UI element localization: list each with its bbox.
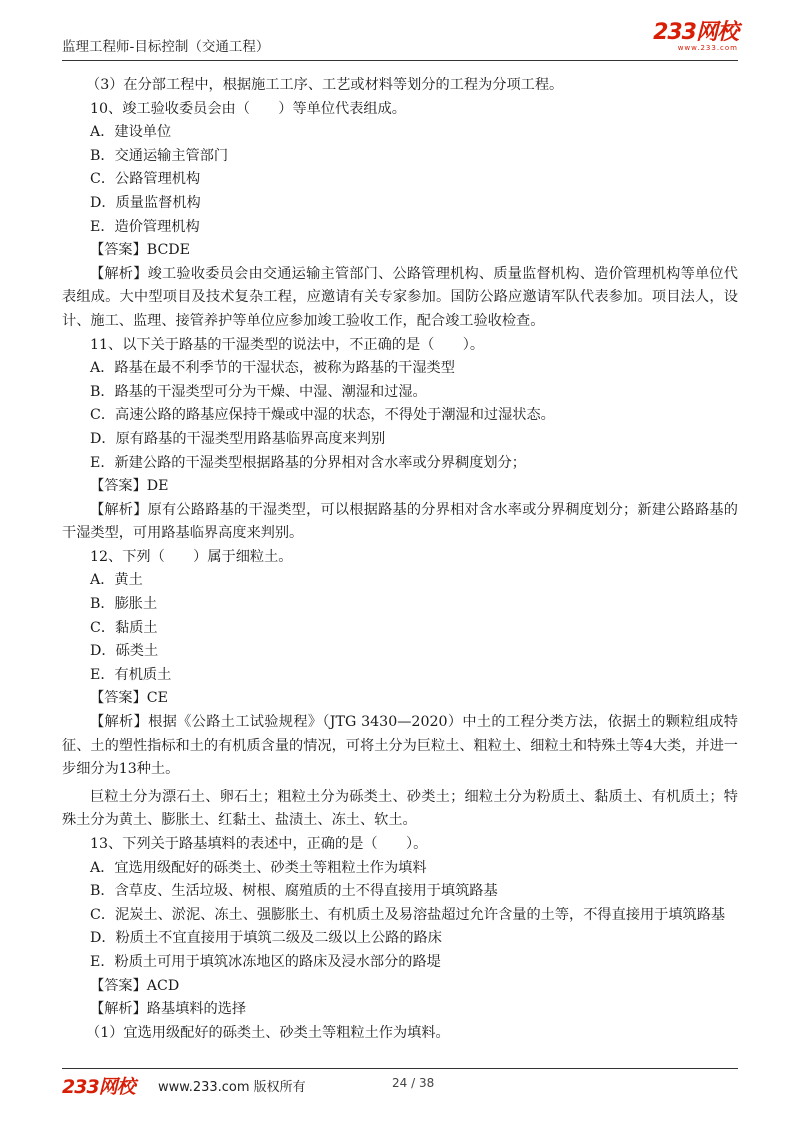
text-line: A．路基在最不利季节的干湿状态，被称为路基的干湿类型 [90, 360, 455, 377]
text-line: 【答案】BCDE [90, 242, 191, 259]
text-line: A．宜选用级配好的砾类土、砂类土等粗粒土作为填料 [90, 859, 427, 876]
text-line: 13、下列关于路基填料的表述中，正确的是（ ）。 [90, 836, 428, 852]
text-line: 【解析】根据《公路土工试验规程》（JTG 3430—2020）中土的工程分类方法，依据土的颗粒组成特征、土的塑性指标和土的有机质含量的情况，可将土分为巨粒土、粗粒土、细粒土和特殊土等4大类，并进一步细分为13种土。 [62, 714, 738, 778]
text-line: 【答案】CE [90, 690, 168, 707]
text-line: 【解析】路基填料的选择 [90, 1001, 247, 1018]
text-line: B．膨胀土 [90, 596, 158, 613]
text-line: E．有机质土 [90, 666, 172, 683]
logo-text: 233网校 [653, 20, 738, 45]
text-line: （3）在分部工程中，根据施工工序、工艺或材料等划分的工程为分项工程。 [86, 77, 564, 93]
logo-url: www.233.com [677, 44, 738, 52]
text-line: E．造价管理机构 [90, 218, 200, 235]
brand-logo [653, 22, 738, 53]
text-line: C．公路管理机构 [90, 171, 201, 188]
text-line: 【答案】ACD [90, 977, 180, 994]
page-number: 24 / 38 [392, 1076, 435, 1090]
page-header [62, 18, 738, 58]
text-line: B．含草皮、生活垃圾、树根、腐殖质的土不得直接用于填筑路基 [90, 883, 498, 900]
text-line: C．黏质土 [90, 619, 158, 636]
footer-copyright: www.233.com 版权所有 [158, 1080, 306, 1095]
text-line: A．黄土 [90, 572, 143, 589]
text-line: 【答案】DE [90, 478, 169, 495]
footer-logo: 233网校 [62, 1076, 135, 1098]
text-line: 【解析】竣工验收委员会由交通运输主管部门、公路管理机构、质量监督机构、造价管理机构等单位代表组成。大中型项目及技术复杂工程，应邀请有关专家参加。国防公路应邀请军队代表参加。项目法人，设计、施工、监理、接管养护等单位应参加竣工验收工作，配合竣工验收检查。 [62, 265, 738, 329]
text-line: 11、以下关于路基的干湿类型的说法中，不正确的是（ ）。 [90, 336, 485, 353]
text-line: D．原有路基的干湿类型用路基临界高度来判别 [90, 430, 386, 447]
text-line: 巨粒土分为漂石土、卵石土；粗粒土分为砾类土、砂类土；细粒土分为粉质土、黏质土、有机质土；特殊土分为黄土、膨胀土、红黏土、盐渍土、冻土、软土。 [62, 788, 738, 829]
text-line: C．高速公路的路基应保持干燥或中湿的状态，不得处于潮湿和过湿状态。 [90, 407, 555, 424]
text-line: D．砾类土 [90, 643, 159, 660]
text-line: E．新建公路的干湿类型根据路基的分界相对含水率或分界稠度划分； [90, 454, 526, 471]
text-line: D．粉质土不宜直接用于填筑二级及二级以上公路的路床 [90, 930, 442, 947]
text-line: E．粉质土可用于填筑冰冻地区的路床及浸水部分的路堤 [90, 953, 441, 970]
text-line: B．交通运输主管部门 [90, 147, 229, 164]
header-divider [62, 60, 738, 61]
text-line: （1）宜选用级配好的砾类土、砂类土等粗粒土作为填料。 [86, 1024, 450, 1041]
text-line: 【解析】原有公路路基的干湿类型，可以根据路基的分界相对含水率或分界稠度划分；新建公路路基的干湿类型，可用路基临界高度来判别。 [62, 501, 738, 542]
page-footer [62, 1072, 738, 1096]
page-content [62, 74, 738, 1045]
text-line: 12、下列（ ）属于细粒土。 [90, 548, 293, 565]
document-title: 监理工程师-目标控制（交通工程） [62, 39, 270, 55]
text-line: D．质量监督机构 [90, 194, 201, 211]
text-line: 10、竣工验收委员会由（ ）等单位代表组成。 [90, 100, 406, 117]
footer-divider [62, 1068, 738, 1069]
text-line: C．泥炭土、淤泥、冻土、强膨胀土、有机质土及易溶盐超过允许含量的土等，不得直接用于填筑路基 [90, 906, 726, 923]
text-line: A．建设单位 [90, 124, 172, 141]
text-line: B．路基的干湿类型可分为干燥、中湿、潮湿和过湿。 [90, 383, 427, 400]
